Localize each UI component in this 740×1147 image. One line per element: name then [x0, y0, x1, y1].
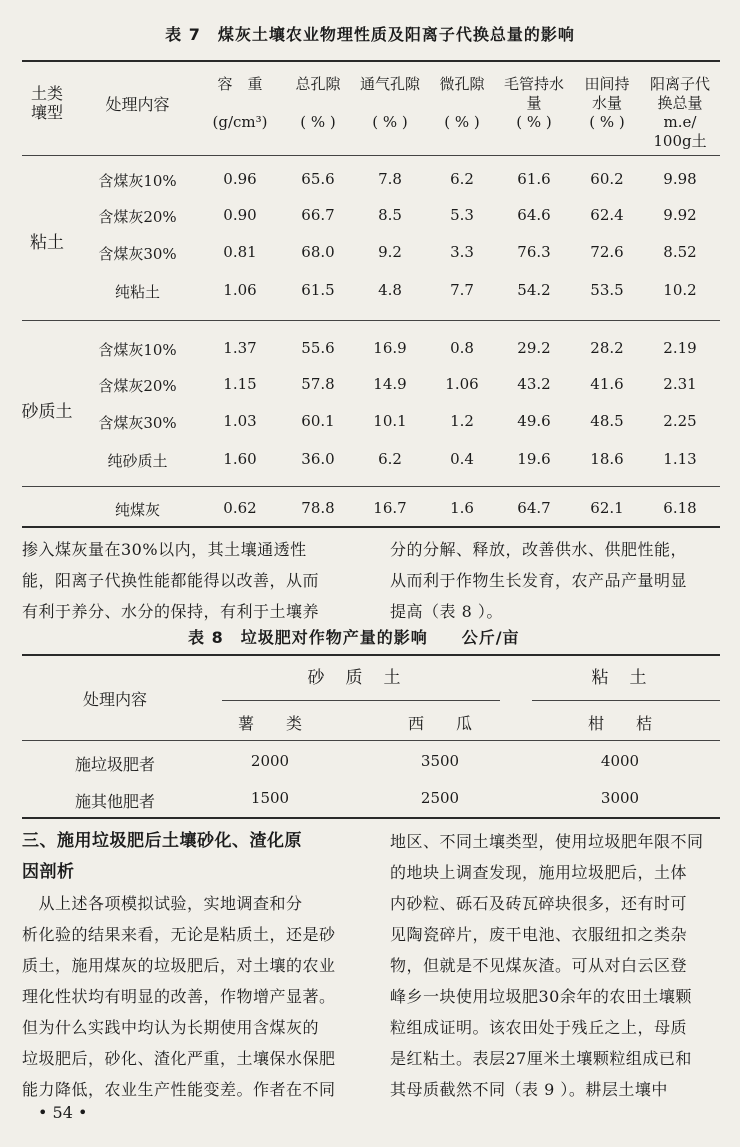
value-cell: 3000 [600, 789, 640, 807]
value-cell: 53.5 [590, 281, 624, 299]
text-line: 的地块上调查发现，施用垃圾肥后，土体 [390, 863, 688, 882]
text-line: 分的分解、释放，改善供水、供肥性能， [390, 540, 688, 559]
text-line: 从上述各项模拟试验，实地调查和分 [22, 894, 303, 913]
table8-header-sandy: 砂 质 土 [307, 668, 403, 688]
text-line: 从而利于作物生长发育，农产品产量明显 [390, 571, 688, 590]
text-line: 内砂粒、砾石及砖瓦碎块很多，还有时可 [390, 894, 688, 913]
header-bulk-density: 容 重 (g/cm³) [212, 75, 268, 131]
value-cell: 3.3 [450, 243, 474, 261]
value-cell: 1.37 [223, 339, 257, 357]
text-line: 但为什么实践中均认为长期使用含煤灰的 [22, 1018, 320, 1037]
table7-group-rule [22, 486, 720, 487]
text-line: 掺入煤灰量在30%以内，其土壤通透性 [22, 540, 307, 559]
heading-line: 三、施用垃圾肥后土壤砂化、渣化原 [22, 831, 302, 851]
treatment-cell: 纯煤灰 [114, 501, 160, 519]
value-cell: 0.8 [450, 339, 474, 357]
treatment-cell: 含煤灰30% [98, 245, 177, 263]
value-cell: 68.0 [301, 243, 335, 261]
text-line: 质土，施用煤灰的垃圾肥后，对土壤的农业 [22, 956, 336, 975]
value-cell: 1.03 [223, 412, 257, 430]
section3-left-column [22, 888, 372, 1105]
text-line: 地区、不同土壤类型，使用垃圾肥年限不同 [390, 832, 704, 851]
treatment-cell: 含煤灰30% [98, 414, 177, 432]
value-cell: 5.3 [450, 206, 474, 224]
value-cell: 60.1 [301, 412, 335, 430]
header-treatment: 处理内容 [105, 95, 170, 114]
value-cell: 1.6 [450, 499, 474, 517]
section3-right-column [390, 826, 730, 1105]
value-cell: 78.8 [301, 499, 335, 517]
value-cell: 61.5 [301, 281, 335, 299]
text-line: 能力降低，农业生产性能变差。作者在不同 [22, 1080, 336, 1099]
soil-type-label: 粘土 [30, 233, 64, 253]
value-cell: 10.1 [373, 412, 407, 430]
value-cell: 1.13 [663, 450, 697, 468]
table7-top-rule [22, 60, 720, 62]
value-cell: 6.18 [663, 499, 697, 517]
table8-header-watermelon: 西 瓜 [407, 714, 472, 733]
table8-top-rule [22, 654, 720, 656]
text-line: 能，阳离子代换性能都能得以改善，从而 [22, 571, 320, 590]
treatment-cell: 含煤灰10% [98, 341, 177, 359]
value-cell: 1.06 [223, 281, 257, 299]
table8-header-citrus: 柑 桔 [587, 714, 652, 733]
text-line: 物，但就是不见煤灰渣。可从对白云区登 [390, 956, 688, 975]
value-cell: 3500 [420, 752, 460, 770]
value-cell: 48.5 [590, 412, 624, 430]
value-cell: 8.52 [663, 243, 697, 261]
value-cell: 36.0 [301, 450, 335, 468]
text-line: 理化性状均有明显的改善，作物增产显著。 [22, 987, 336, 1006]
value-cell: 2.25 [663, 412, 697, 430]
text-line: 粒组成证明。该农田处于残丘之上，母质 [390, 1018, 688, 1037]
soil-type-label: 砂质土 [21, 402, 73, 422]
value-cell: 64.6 [517, 206, 551, 224]
value-cell: 16.9 [373, 339, 407, 357]
table7-bottom-rule [22, 526, 720, 528]
value-cell: 2.19 [663, 339, 697, 357]
page-number: • 54 • [38, 1103, 88, 1122]
value-cell: 66.7 [301, 206, 335, 224]
header-cec: 阳离子代 换总量 m.e/ 100g土 [649, 75, 710, 150]
text-line: 提高（表 8 ）。 [390, 602, 503, 621]
header-total-porosity: 总孔隙 ( % ) [295, 75, 341, 131]
table8-header-rule [22, 740, 720, 741]
treatment-cell: 纯粘土 [114, 283, 160, 301]
header-aeration-porosity: 通气孔隙 ( % ) [359, 75, 420, 131]
value-cell: 55.6 [301, 339, 335, 357]
table7-group-rule [22, 320, 720, 321]
value-cell: 62.4 [590, 206, 624, 224]
value-cell: 9.2 [378, 243, 402, 261]
value-cell: 2000 [250, 752, 290, 770]
treatment-cell: 纯砂质土 [107, 452, 168, 470]
value-cell: 64.7 [517, 499, 551, 517]
value-cell: 62.1 [590, 499, 624, 517]
text-line: 析化验的结果来看，无论是粘质土，还是砂 [22, 925, 336, 944]
value-cell: 10.2 [663, 281, 697, 299]
value-cell: 54.2 [517, 281, 551, 299]
value-cell: 29.2 [517, 339, 551, 357]
table7-title: 表 7 煤灰土壤农业物理性质及阳离子代换总量的影响 [165, 25, 575, 44]
value-cell: 60.2 [590, 170, 624, 188]
table8-header-clay: 粘 土 [591, 668, 649, 688]
value-cell: 9.92 [663, 206, 697, 224]
text-line: 是红粘土。表层27厘米土壤颗粒组成已和 [390, 1049, 692, 1068]
paragraph-right-column [390, 534, 730, 627]
section3-heading [22, 826, 372, 888]
value-cell: 4000 [600, 752, 640, 770]
value-cell: 6.2 [378, 450, 402, 468]
value-cell: 61.6 [517, 170, 551, 188]
treatment-cell: 含煤灰20% [98, 377, 177, 395]
table8-bottom-rule [22, 817, 720, 819]
value-cell: 28.2 [590, 339, 624, 357]
header-field-capacity: 田间持 水量 ( % ) [584, 75, 630, 131]
table8-subheader-rule [532, 700, 720, 701]
table7-header-rule [22, 155, 720, 156]
header-capillary-water: 毛管持水 量 ( % ) [503, 75, 564, 131]
value-cell: 1.2 [450, 412, 474, 430]
treatment-cell: 含煤灰10% [98, 172, 177, 190]
table8-header-treatment: 处理内容 [82, 690, 147, 709]
value-cell: 0.4 [450, 450, 474, 468]
value-cell: 57.8 [301, 375, 335, 393]
value-cell: 1.15 [223, 375, 257, 393]
table8-title: 表 8 垃圾肥对作物产量的影响 公斤/亩 [188, 628, 520, 647]
text-line: 其母质截然不同（表 9 ）。耕层土壤中 [390, 1080, 668, 1099]
value-cell: 72.6 [590, 243, 624, 261]
text-line: 垃圾肥后，砂化、渣化严重，土壤保水保肥 [22, 1049, 336, 1068]
value-cell: 1.60 [223, 450, 257, 468]
value-cell: 0.90 [223, 206, 257, 224]
value-cell: 14.9 [373, 375, 407, 393]
value-cell: 0.62 [223, 499, 257, 517]
text-line: 峰乡一块使用垃圾肥30余年的农田土壤颗 [390, 987, 692, 1006]
paragraph-left-column [22, 534, 372, 627]
table8-subheader-rule [222, 700, 500, 701]
value-cell: 9.98 [663, 170, 697, 188]
value-cell: 41.6 [590, 375, 624, 393]
text-line: 见陶瓷碎片，废干电池、衣服纽扣之类杂 [390, 925, 688, 944]
value-cell: 8.5 [378, 206, 402, 224]
text-line: 有利于养分、水分的保持，有利于土壤养 [22, 602, 320, 621]
value-cell: 1500 [250, 789, 290, 807]
treatment-cell: 含煤灰20% [98, 208, 177, 226]
value-cell: 65.6 [301, 170, 335, 188]
value-cell: 49.6 [517, 412, 551, 430]
value-cell: 2.31 [663, 375, 697, 393]
value-cell: 7.7 [450, 281, 474, 299]
table8-header-potato: 薯 类 [237, 714, 302, 733]
header-micro-porosity: 微孔隙 ( % ) [439, 75, 485, 131]
value-cell: 4.8 [378, 281, 402, 299]
value-cell: 19.6 [517, 450, 551, 468]
value-cell: 76.3 [517, 243, 551, 261]
value-cell: 0.96 [223, 170, 257, 188]
treatment-cell: 施垃圾肥者 [74, 755, 155, 774]
value-cell: 43.2 [517, 375, 551, 393]
value-cell: 2500 [420, 789, 460, 807]
treatment-cell: 施其他肥者 [74, 792, 155, 811]
value-cell: 16.7 [373, 499, 407, 517]
heading-line: 因剖析 [22, 862, 75, 882]
value-cell: 0.81 [223, 243, 257, 261]
value-cell: 18.6 [590, 450, 624, 468]
value-cell: 7.8 [378, 170, 402, 188]
value-cell: 1.06 [445, 375, 479, 393]
header-soil-type: 土类 壤型 [30, 84, 63, 122]
value-cell: 6.2 [450, 170, 474, 188]
